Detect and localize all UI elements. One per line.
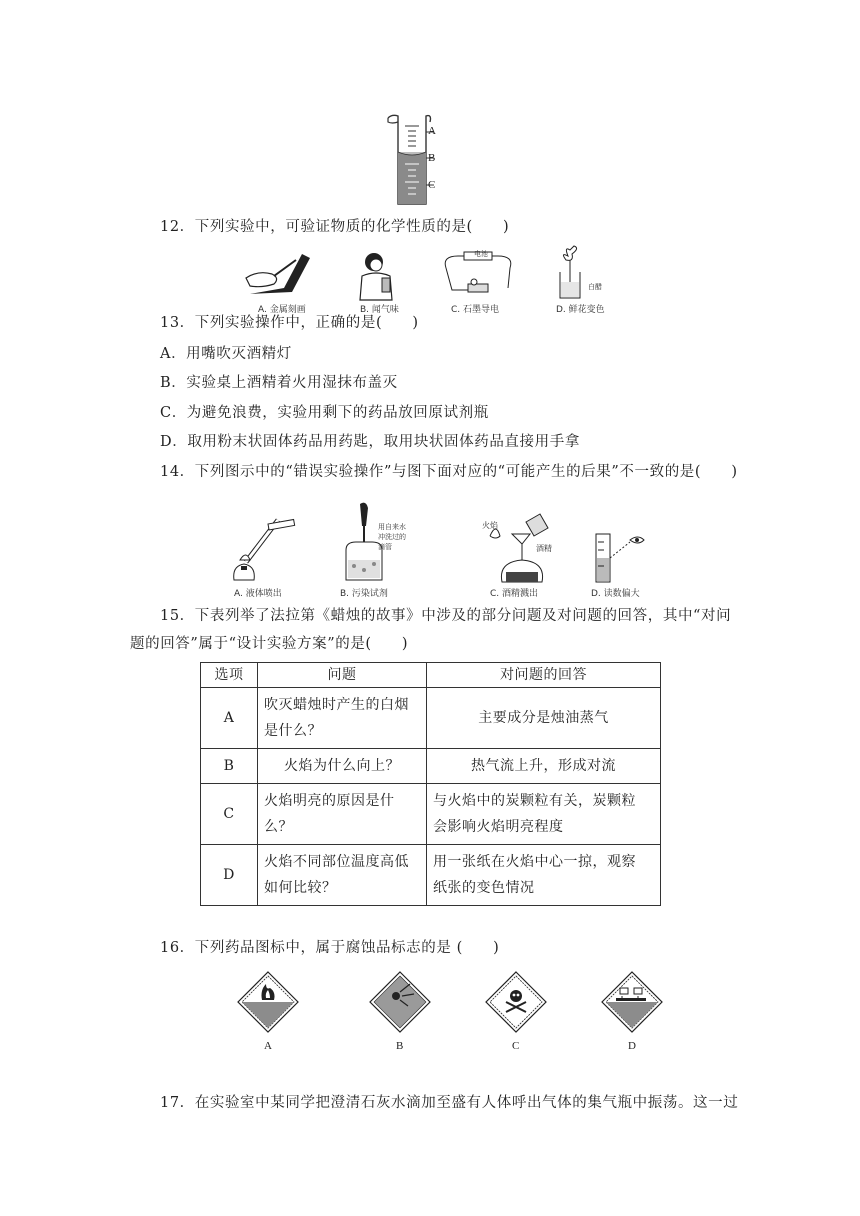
q12-caption-b: B. 闻气味 xyxy=(360,305,399,315)
flower-vinegar-illustration xyxy=(550,244,594,304)
faraday-table xyxy=(200,662,661,906)
row-option: A xyxy=(201,688,258,749)
question-line: 火焰不同部位温度高低 xyxy=(264,854,409,870)
answer-line: 会影响火焰明亮程度 xyxy=(433,819,564,835)
q16-caption-a: A xyxy=(264,1040,272,1052)
row-option: C xyxy=(201,784,258,845)
table-row xyxy=(201,688,661,749)
question-13: 13．下列实验操作中，正确的是( ) xyxy=(160,315,419,331)
q13-option-d: D．取用粉末状固体药品用药匙，取用块状固体药品直接用手拿 xyxy=(160,434,580,450)
dropper-label-2: 冲洗过的 xyxy=(378,533,406,541)
mark-a: A xyxy=(428,125,436,137)
row-question xyxy=(258,845,427,906)
question-line: 如何比较？ xyxy=(264,880,337,896)
answer-line: 用一张纸在火焰中心一掠，观察 xyxy=(433,854,636,870)
header-question: 问题 xyxy=(258,663,427,688)
q16-caption-b: B xyxy=(396,1040,404,1052)
question-line: 火焰明亮的原因是什 xyxy=(264,793,395,809)
question-line: 么？ xyxy=(264,819,293,835)
row-answer xyxy=(427,845,661,906)
row-option: B xyxy=(201,749,258,784)
q13-option-a: A．用嘴吹灭酒精灯 xyxy=(160,346,292,362)
alcohol-label: 酒精 xyxy=(536,544,552,553)
q12-caption-d: D. 鲜花变色 xyxy=(556,305,605,315)
battery-label: 电池 xyxy=(474,250,488,258)
row-answer: 主要成分是烛油蒸气 xyxy=(427,688,661,749)
corrosive-symbol xyxy=(600,970,664,1038)
smell-illustration xyxy=(356,250,406,306)
question-14: 14．下列图示中的“错误实验操作”与图下面对应的“可能产生的后果”不一致的是( ) xyxy=(160,464,738,480)
q14-caption-c: C. 酒精溅出 xyxy=(490,589,539,599)
dropper-label-1: 用自来水 xyxy=(378,523,406,531)
table-row xyxy=(201,784,661,845)
q14-caption-b: B. 污染试剂 xyxy=(340,589,388,599)
question-16: 16．下列药品图标中，属于腐蚀品标志的是 ( ) xyxy=(160,940,500,956)
question-line: 是什么？ xyxy=(264,723,322,739)
answer-line: 纸张的变色情况 xyxy=(433,880,535,896)
row-question xyxy=(258,784,427,845)
flame-label: 火焰 xyxy=(482,521,498,530)
q12-caption-c: C. 石墨导电 xyxy=(451,305,500,315)
heating-tube-illustration xyxy=(228,506,298,588)
table-row xyxy=(201,749,661,784)
flammable-symbol xyxy=(236,970,300,1038)
header-answer: 对问题的回答 xyxy=(427,663,661,688)
graduated-cylinder-figure xyxy=(380,112,450,208)
mark-c: C xyxy=(428,179,436,191)
q13-option-c: C．为避免浪费，实验用剩下的药品放回原试剂瓶 xyxy=(160,405,489,421)
row-answer xyxy=(427,784,661,845)
row-option: D xyxy=(201,845,258,906)
explosive-symbol xyxy=(368,970,432,1038)
answer-line: 与火焰中的炭颗粒有关，炭颗粒 xyxy=(433,793,636,809)
question-12: 12．下列实验中，可验证物质的化学性质的是( ) xyxy=(160,219,510,235)
toxic-symbol xyxy=(484,970,548,1038)
row-answer: 热气流上升，形成对流 xyxy=(427,749,661,784)
q16-caption-c: C xyxy=(512,1040,520,1052)
header-option: 选项 xyxy=(201,663,258,688)
table-header-row xyxy=(201,663,661,688)
dropper-label-3: 滴管 xyxy=(378,543,392,551)
question-15-line-1: 15．下表列举了法拉第《蜡烛的故事》中涉及的部分问题及对问题的回答，其中“对问 xyxy=(160,608,732,624)
q14-caption-d: D. 读数偏大 xyxy=(591,589,640,599)
q13-option-b: B．实验桌上酒精着火用湿抹布盖灭 xyxy=(160,375,398,391)
q14-caption-a: A. 液体喷出 xyxy=(234,589,282,599)
row-question xyxy=(258,688,427,749)
table-row xyxy=(201,845,661,906)
question-17: 17．在实验室中某同学把澄清石灰水滴加至盛有人体呼出气体的集气瓶中振荡。这一过 xyxy=(160,1095,739,1111)
question-line: 吹灭蜡烛时产生的白烟 xyxy=(264,697,409,713)
mark-b: B xyxy=(428,152,436,164)
q16-caption-d: D xyxy=(628,1040,636,1052)
cylinder-reading-illustration xyxy=(590,526,650,588)
q12-caption-a: A. 金属刻画 xyxy=(258,305,306,315)
row-question: 火焰为什么向上？ xyxy=(258,749,427,784)
vinegar-label: 白醋 xyxy=(588,283,602,291)
metal-scratch-illustration xyxy=(244,248,316,304)
question-15-line-2: 题的回答”属于“设计实验方案”的是( ) xyxy=(130,636,409,652)
